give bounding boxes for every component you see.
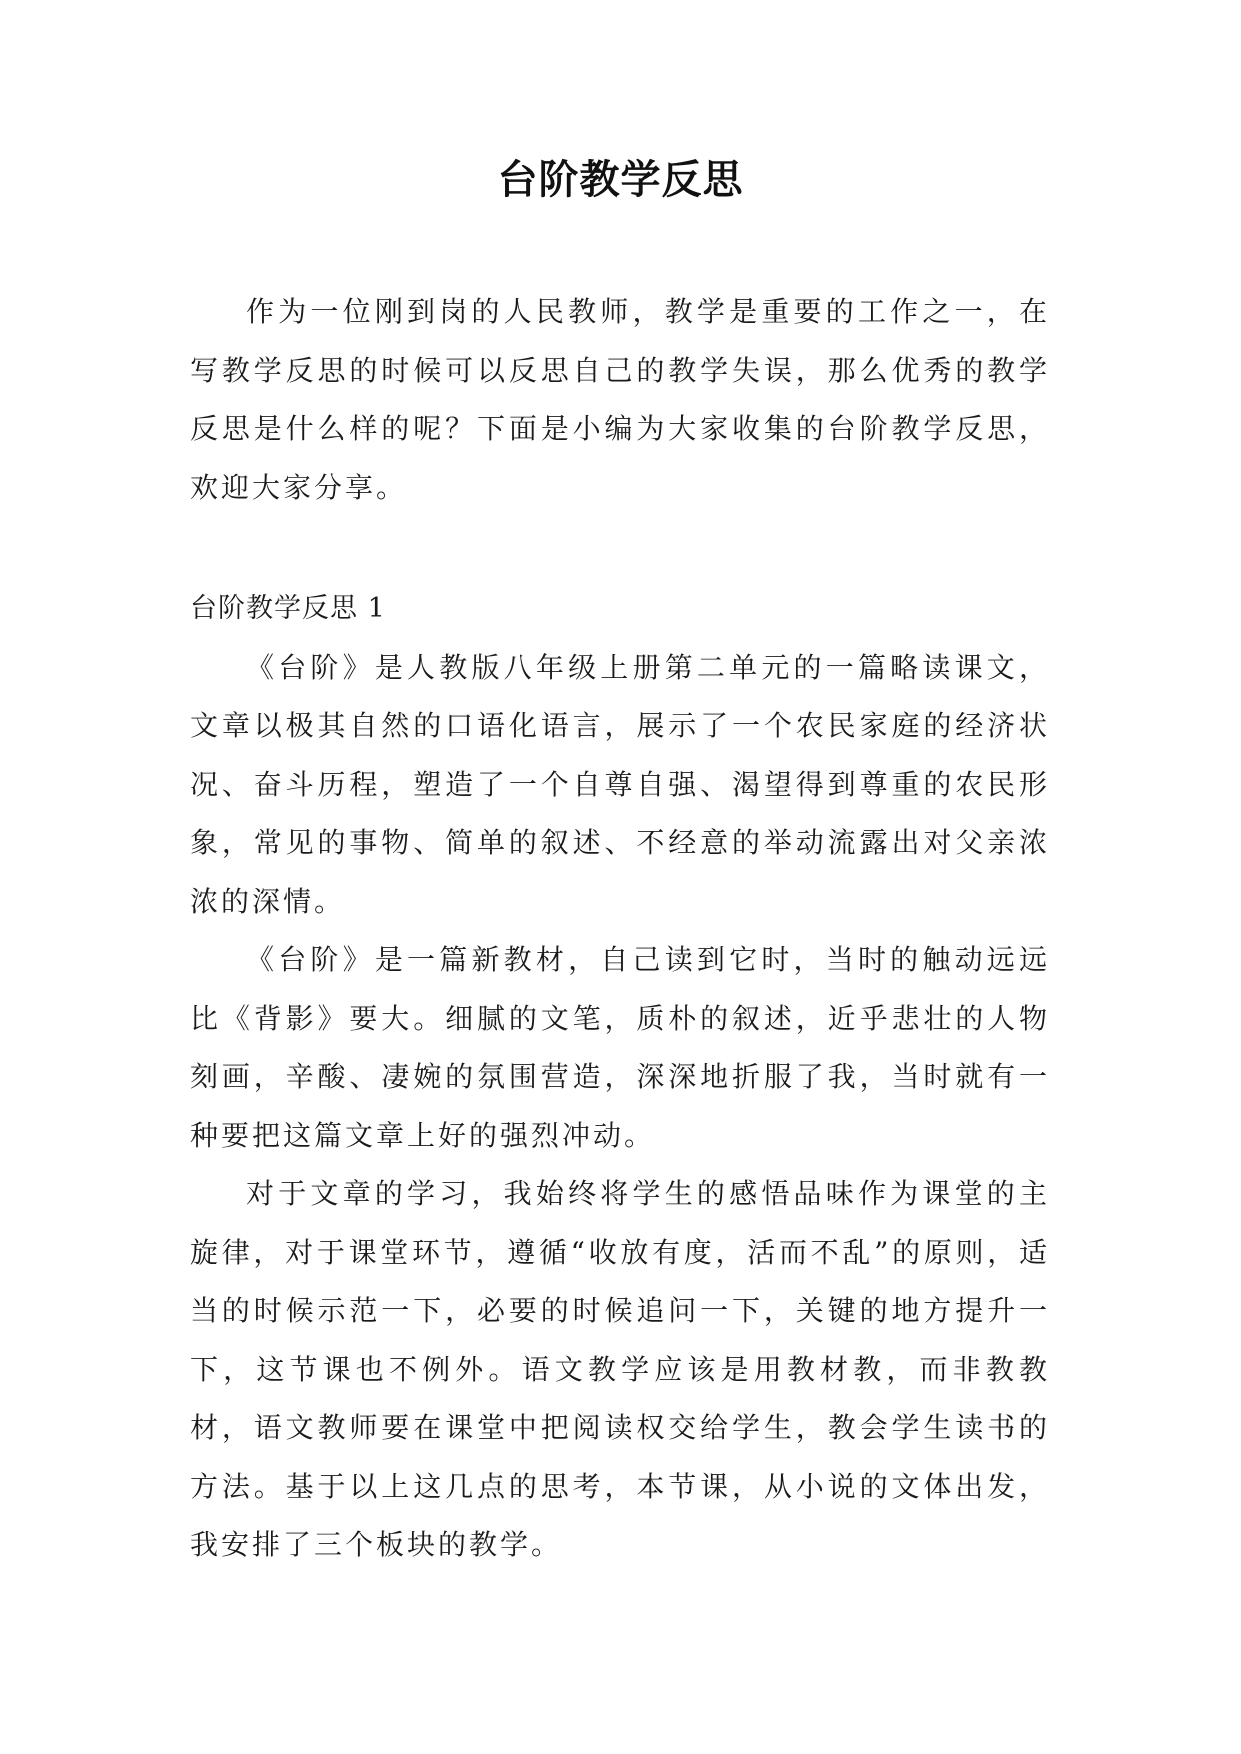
section-paragraph: 《台阶》是一篇新教材，自己读到它时，当时的触动远远比《背影》要大。细腻的文笔，质朴的叙述，近乎悲壮的人物刻画，辛酸、凄婉的氛围营造，深深地折服了我，当时就有一种要把这篇文章上好的强烈冲动。 [190,943,1050,1152]
section-heading: 台阶教学反思 1 [190,593,386,624]
document-title: 台阶教学反思 [497,157,744,203]
intro-block [190,283,1050,517]
intro-paragraph: 作为一位刚到岗的人民教师，教学是重要的工作之一，在写教学反思的时候可以反思自己的教学失误，那么优秀的教学反思是什么样的呢？下面是小编为大家收集的台阶教学反思，欢迎大家分享。 [190,295,1050,504]
section-1 [190,580,1050,1575]
section-paragraph: 对于文章的学习，我始终将学生的感悟品味作为课堂的主旋律，对于课堂环节，遵循“收放有度，活而不乱”的原则，适当的时候示范一下，必要的时候追问一下，关键的地方提升一下，这节课也不例外。语文教学应该是用教材教，而非教教材，语文教师要在课堂中把阅读权交给学生，教会学生读书的方法。基于以上这几点的思考，本节课，从小说的文体出发，我安排了三个板块的教学。 [190,1177,1050,1561]
section-paragraph: 《台阶》是人教版八年级上册第二单元的一篇略读课文，文章以极其自然的口语化语言，展示了一个农民家庭的经济状况、奋斗历程，塑造了一个自尊自强、渴望得到尊重的农民形象，常见的事物、简单的叙述、不经意的举动流露出对父亲浓浓的深情。 [190,650,1050,918]
